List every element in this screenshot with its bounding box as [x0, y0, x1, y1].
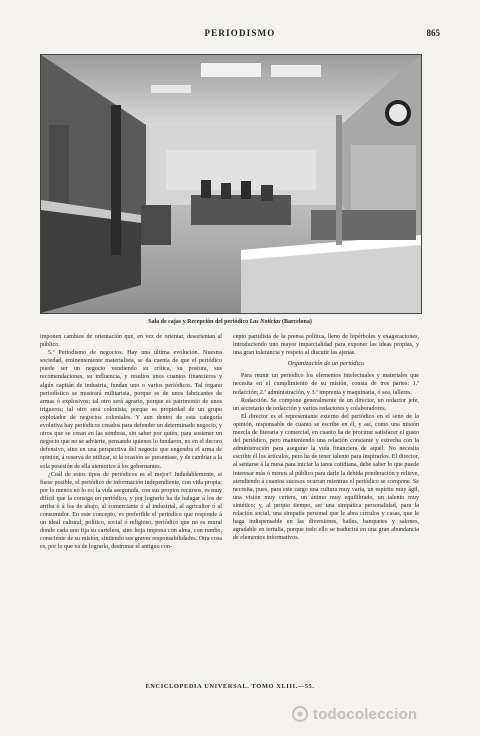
page-number: 865: [426, 28, 440, 38]
paragraph: imponen cambios de orientación que, en vez de orientar, desorientan al público.: [40, 334, 222, 349]
watermark: [292, 702, 472, 726]
caption-text: Sala de cajas y Recepción del periódico: [148, 319, 250, 325]
caption-newspaper-name: Las Noticias: [249, 319, 281, 325]
watermark-logo-icon: [292, 706, 308, 722]
paragraph: cepto partidista de la prensa política, lleno de hipérboles y exageraciones, introduciendo uno mayor imparcialidad para exponer las ideas propias, y una gran tolerancia y respeto al discutir las ajenas.: [233, 334, 419, 357]
paragraph: 5.º Periodismo de negocios. Hay una última evolución. Nuestra sociedad, eminentemente materialista, se da cuenta de que el periódico puede ser un negocio vendiendo su crítica, su postura, sus recomendaciones, su influencia, y resultos unos cuantos financieros y algún capitán de industria, fundan uno o varios periódicos. Tal órgano periodístico se mostrará militarista, porque es de unos fabricantes de armas ó explosivos; tal otro será agrario, porque es patrimonio de unos trigueros; tal otro será colonista, porque es propiedad de un grupo explotador de negocios coloniales. Y aun dentro de esta categoría evolutiva hay periódicos creados para defender un determinado negocio, y otros que se crean en las sombras, sin saber por quién, para sostener un negocio que no se advierte, pensando quienes lo fundaron, no en el decoro defensivo, sino en una perspectiva del negocio que engendra el arma de opinión, á reserva de utilizar, si la ocasión se presentase, y de cambiar a la sola posesión de ella atemorice á los gobernantes.: [40, 350, 222, 470]
left-column: [40, 333, 222, 552]
watermark-text: todocoleccion: [313, 705, 418, 723]
running-title: PERIODISMO: [204, 28, 276, 38]
right-column: [233, 333, 419, 542]
paragraph: El director es el representante externo del periódico en el seno de la opinión, responsable de cuanto se escribe en él, y así, como una misión mezcla de literaria y comercial, en cuanto ha de procurar satisfacer el gusto del periódico, pero manteniendo una relación constante y estrecha con la administración para asegurar la vida financiera de aquél. No necesita escribir él los artículos, pero ha de tener talento para inspirarlos. El director, al sentarse á la mesa para iniciar la tarea cotidiana, debe saber lo que puede interesar más ó menos al público para darle la debida ponderación y relieve, atendiendo á cuantos sucesos ocurran mientras el periódico se compone. Se necesita, pues, para este cargo una cultura muy varia, un espíritu muy ágil, una visión muy certera, un ánimo muy equilibrado, un talento muy sintético; y, al propio tiempo, ser una simpática personalidad, para la relación social, una simpatía personal que le abra círculos y casas, que le haga indispensable en las diversiones, bailes, banquetes y salones, agradable en tertulia, porque todo ello se traducirá en una gran abundancia de elementos informativos.: [233, 413, 419, 542]
paragraph: Redacción. Se compone generalmente de un director, un redactor jefe, un secretario de redacción y varios redactores y colaboradores.: [233, 397, 419, 412]
page-header: [40, 28, 440, 42]
caption-location: (Barcelona): [280, 319, 312, 325]
paragraph: Para reunir un periódico los elementos intelectuales y materiales que necesita en el cumplimiento de su misión, consta de tres partes: 1.ª redacción; 2.ª administración, y 3.ª imprenta y maquinaria, ó sea, talleres.: [233, 373, 419, 396]
photo-caption: [40, 319, 420, 325]
section-heading: Organización de un periódico: [287, 360, 365, 368]
paragraph: ¿Cuál de estos tipos de periódicos es el mejor? Indudablemente, si fuese posible, el periódico de información independiente, con vida propia; por lo menos no lo es; la vida asegurada, con sus propios recursos, es muy difícil que la consiga un periódico, y por lograrlo ha de halagar á los de arriba ó á los de abajo, al comerciante ó al industrial, al agricultor ó al consumidor. En este concepto, es preferible el periódico que responde á un ideal cultural, político, social ó religioso; periódico que no es mural donde cada uno fija su cartelera, sino hoja impresa con alma, con rumbo, consciente de su misión, sintiendo sus graves responsabilidades. Otra cosa es, por lo que va de lograrlo, destronar el antiguo con-: [40, 471, 222, 551]
newspaper-office-photo: [40, 54, 422, 314]
page-footer: ENCICLOPEDIA UNIVERSAL. TOMO XLIII.—55.: [145, 683, 315, 690]
